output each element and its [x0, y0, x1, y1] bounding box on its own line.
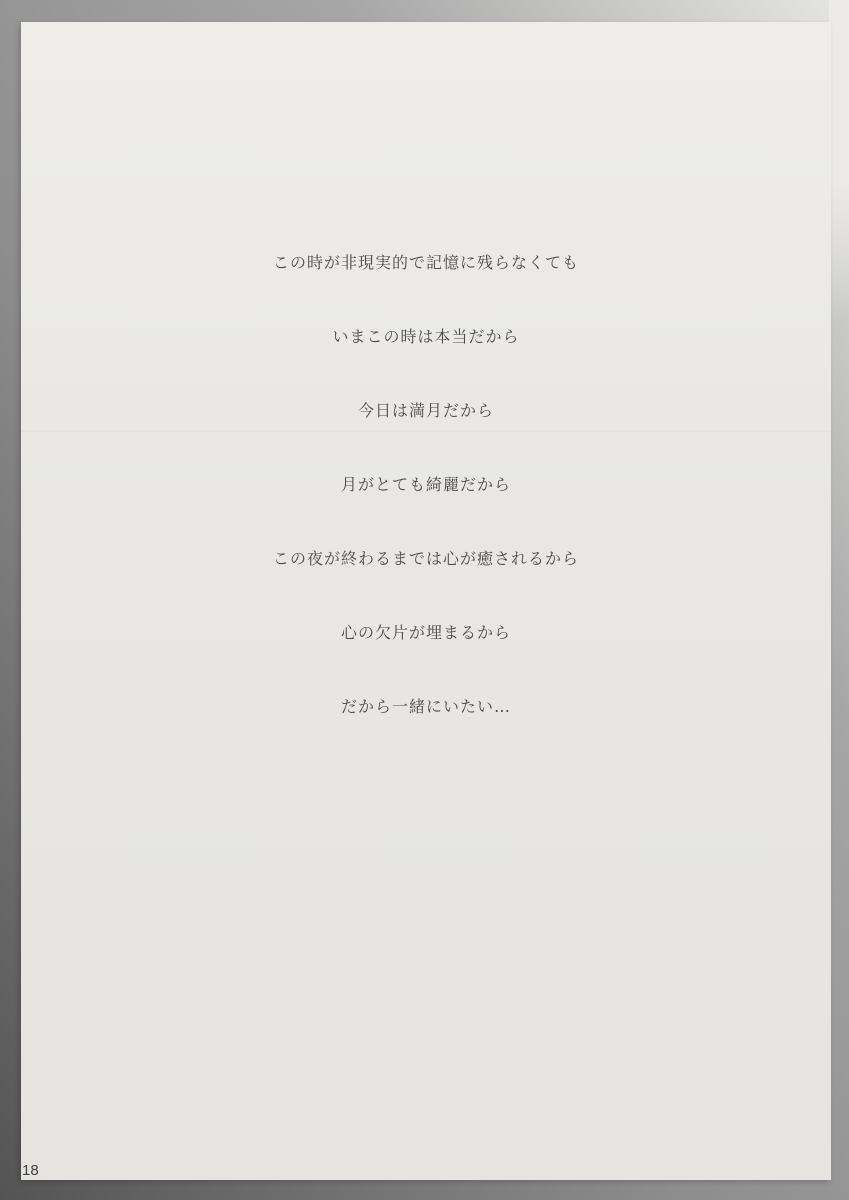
poem-line: だから一緒にいたい…	[340, 697, 511, 716]
poem-line: 今日は満月だから	[357, 401, 494, 420]
scan-edge-fade	[829, 0, 849, 320]
scanned-page	[21, 22, 831, 1180]
poem-line: この夜が終わるまでは心が癒されるから	[272, 549, 579, 568]
poem-line: いまこの時は本当だから	[332, 327, 520, 346]
page-number: 18	[22, 1162, 39, 1179]
poem-line: 月がとても綺麗だから	[340, 475, 511, 494]
poem-line: 心の欠片が埋まるから	[340, 623, 511, 642]
poem-text-block	[21, 22, 831, 1180]
poem-line: この時が非現実的で記憶に残らなくても	[272, 253, 579, 272]
